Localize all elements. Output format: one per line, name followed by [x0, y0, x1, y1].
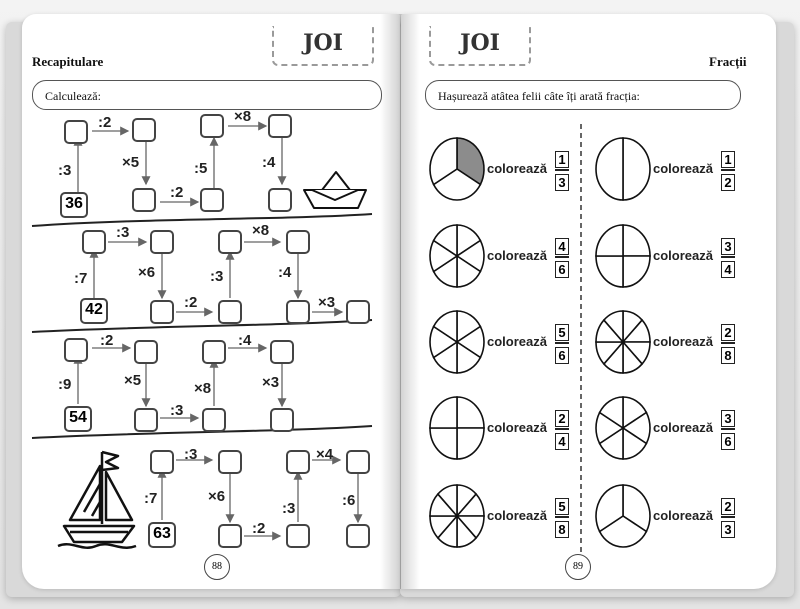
- pie-slice[interactable]: [430, 397, 457, 428]
- answer-box[interactable]: [134, 408, 158, 432]
- operation-label: :2: [184, 294, 198, 311]
- answer-box[interactable]: [132, 118, 156, 142]
- page-number: 88: [204, 554, 230, 580]
- instruction-box: Hașurează atâtea felii câte îți arată fracția:: [425, 80, 741, 110]
- answer-box[interactable]: [270, 408, 294, 432]
- fraction-numerator: 1: [721, 151, 735, 168]
- operation-label: ×3: [318, 294, 336, 311]
- fraction-bar: [721, 342, 735, 346]
- operation-label: :2: [252, 520, 266, 537]
- fraction-pie[interactable]: [430, 485, 484, 547]
- pie-slice[interactable]: [430, 428, 457, 459]
- fraction-denominator: 6: [555, 261, 569, 278]
- answer-box[interactable]: [286, 524, 310, 548]
- fraction-numerator: 3: [721, 410, 735, 427]
- fraction-label: [721, 410, 735, 450]
- color-instruction-label: colorează: [487, 334, 547, 349]
- page-number: 89: [565, 554, 591, 580]
- operation-label: ×6: [138, 264, 156, 281]
- fraction-pie[interactable]: [596, 485, 650, 547]
- operation-label: :2: [98, 114, 112, 131]
- fraction-pie[interactable]: [430, 397, 484, 459]
- fraction-pie[interactable]: [430, 138, 484, 200]
- pie-slice[interactable]: [457, 428, 484, 459]
- operation-label: :7: [74, 270, 88, 287]
- answer-box[interactable]: [346, 450, 370, 474]
- operation-label: :3: [116, 224, 130, 241]
- fraction-pie[interactable]: [596, 311, 650, 373]
- color-instruction-label: colorează: [653, 508, 713, 523]
- fraction-denominator: 4: [555, 433, 569, 450]
- answer-box[interactable]: [150, 230, 174, 254]
- fraction-bar: [721, 256, 735, 260]
- fraction-numerator: 1: [555, 151, 569, 168]
- operation-label: :5: [194, 160, 208, 177]
- fraction-label: [721, 498, 735, 538]
- fraction-numerator: 2: [721, 498, 735, 515]
- operation-label: :6: [342, 492, 356, 509]
- color-instruction-label: colorează: [653, 161, 713, 176]
- operation-label: :3: [184, 446, 198, 463]
- answer-box[interactable]: [64, 338, 88, 362]
- fraction-numerator: 3: [721, 238, 735, 255]
- fraction-bar: [721, 516, 735, 520]
- fraction-pie[interactable]: [596, 225, 650, 287]
- pie-slice[interactable]: [596, 256, 623, 287]
- fraction-bar: [721, 169, 735, 173]
- fraction-bar: [555, 516, 569, 520]
- answer-box[interactable]: [132, 188, 156, 212]
- fraction-label: [721, 151, 735, 191]
- fraction-label: [555, 151, 569, 191]
- operation-label: ×5: [124, 372, 142, 389]
- answer-box[interactable]: [270, 340, 294, 364]
- answer-box[interactable]: [286, 230, 310, 254]
- answer-box[interactable]: [268, 114, 292, 138]
- fraction-bar: [721, 428, 735, 432]
- fraction-pies: [401, 14, 776, 589]
- fraction-denominator: 8: [721, 347, 735, 364]
- operation-label: ×6: [208, 488, 226, 505]
- pie-slice[interactable]: [623, 225, 650, 256]
- pie-slice[interactable]: [596, 225, 623, 256]
- answer-box[interactable]: [218, 450, 242, 474]
- day-tab: JOI: [272, 26, 374, 66]
- fraction-denominator: 3: [555, 174, 569, 191]
- operation-label: ×8: [234, 108, 252, 125]
- fraction-label: [555, 410, 569, 450]
- fraction-bar: [555, 342, 569, 346]
- answer-box[interactable]: [64, 120, 88, 144]
- answer-box[interactable]: [268, 188, 292, 212]
- operation-label: ×5: [122, 154, 140, 171]
- answer-box[interactable]: [82, 230, 106, 254]
- operation-label: :4: [262, 154, 276, 171]
- start-number: 63: [148, 522, 176, 548]
- pie-slice[interactable]: [457, 397, 484, 428]
- fraction-denominator: 6: [721, 433, 735, 450]
- fraction-label: [555, 324, 569, 364]
- answer-box[interactable]: [286, 450, 310, 474]
- operation-label: :2: [100, 332, 114, 349]
- fraction-numerator: 2: [721, 324, 735, 341]
- fraction-denominator: 6: [555, 347, 569, 364]
- answer-box[interactable]: [150, 300, 174, 324]
- start-number: 36: [60, 192, 88, 218]
- fraction-bar: [555, 428, 569, 432]
- pie-slice[interactable]: [623, 138, 650, 200]
- operation-label: :7: [144, 490, 158, 507]
- operation-label: :2: [170, 184, 184, 201]
- answer-box[interactable]: [346, 524, 370, 548]
- fraction-pie[interactable]: [430, 311, 484, 373]
- fraction-denominator: 4: [721, 261, 735, 278]
- start-number: 54: [64, 406, 92, 432]
- section-title: Fracții: [709, 54, 747, 69]
- answer-box[interactable]: [346, 300, 370, 324]
- operation-label: ×8: [194, 380, 212, 397]
- fraction-bar: [555, 256, 569, 260]
- answer-box[interactable]: [218, 524, 242, 548]
- answer-box[interactable]: [134, 340, 158, 364]
- operation-label: :9: [58, 376, 72, 393]
- answer-box[interactable]: [150, 450, 174, 474]
- section-title: Recapitulare: [32, 54, 104, 69]
- answer-box[interactable]: [202, 408, 226, 432]
- operation-label: :4: [238, 332, 252, 349]
- color-instruction-label: colorează: [653, 420, 713, 435]
- fraction-numerator: 4: [555, 238, 569, 255]
- fraction-bar: [555, 169, 569, 173]
- day-tab: JOI: [429, 26, 531, 66]
- answer-box[interactable]: [200, 114, 224, 138]
- answer-box[interactable]: [202, 340, 226, 364]
- answer-box[interactable]: [200, 188, 224, 212]
- fraction-denominator: 3: [721, 521, 735, 538]
- right-page: [401, 14, 776, 589]
- fraction-label: [555, 238, 569, 278]
- instruction-box: Calculează:: [32, 80, 382, 110]
- operation-label: ×3: [262, 374, 280, 391]
- fraction-denominator: 2: [721, 174, 735, 191]
- color-instruction-label: colorează: [487, 161, 547, 176]
- answer-box[interactable]: [286, 300, 310, 324]
- operation-label: :4: [278, 264, 292, 281]
- operation-label: :3: [58, 162, 72, 179]
- operation-label: :3: [170, 402, 184, 419]
- pie-slice[interactable]: [623, 256, 650, 287]
- color-instruction-label: colorează: [487, 508, 547, 523]
- operation-label: ×4: [316, 446, 334, 463]
- fraction-pie[interactable]: [430, 225, 484, 287]
- book-gutter: [380, 14, 420, 589]
- answer-box[interactable]: [218, 230, 242, 254]
- start-number: 42: [80, 298, 108, 324]
- left-page: [22, 14, 400, 589]
- fraction-pie[interactable]: [596, 138, 650, 200]
- fraction-label: [555, 498, 569, 538]
- operation-label: :3: [210, 268, 224, 285]
- pie-slice[interactable]: [596, 138, 623, 200]
- color-instruction-label: colorează: [653, 248, 713, 263]
- fraction-numerator: 2: [555, 410, 569, 427]
- color-instruction-label: colorează: [653, 334, 713, 349]
- fraction-label: [721, 324, 735, 364]
- operation-label: :3: [282, 500, 296, 517]
- operation-label: ×8: [252, 222, 270, 239]
- fraction-label: [721, 238, 735, 278]
- fraction-pie[interactable]: [596, 397, 650, 459]
- answer-box[interactable]: [218, 300, 242, 324]
- fraction-denominator: 8: [555, 521, 569, 538]
- color-instruction-label: colorează: [487, 420, 547, 435]
- color-instruction-label: colorează: [487, 248, 547, 263]
- fraction-numerator: 5: [555, 324, 569, 341]
- fraction-numerator: 5: [555, 498, 569, 515]
